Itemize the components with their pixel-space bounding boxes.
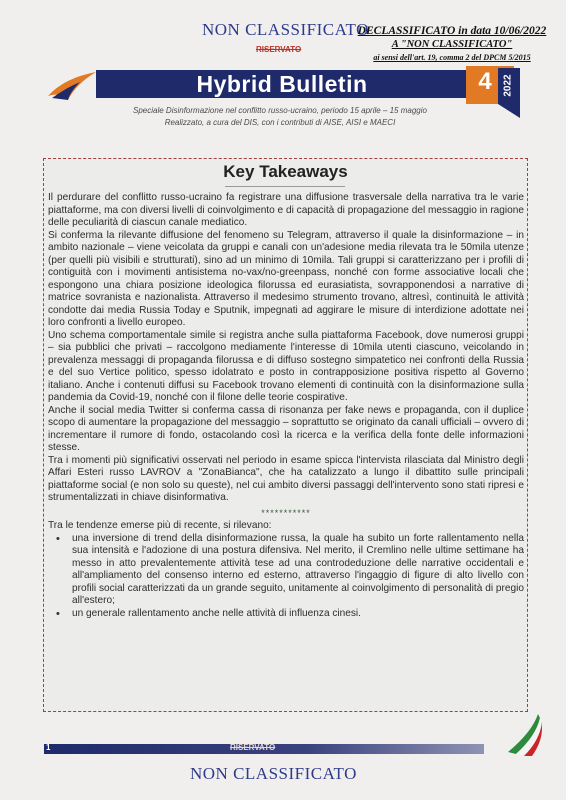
trends-intro: Tra le tendenze emerse più di recente, si rilevano: <box>48 520 272 531</box>
separator: *********** <box>261 507 311 518</box>
list-item: • un generale rallentamento anche nelle attività di influenza cinesi. <box>66 608 524 621</box>
flag-ribbon-icon <box>502 712 542 756</box>
bulletin-title: Hybrid Bulletin <box>196 71 368 97</box>
subtitle-line-2: Realizzato, a cura del DIS, con i contributi di AISE, AISI e MAECI <box>164 118 396 127</box>
declass-line-2: A "NON CLASSIFICATO" <box>391 39 513 50</box>
subtitle-line-1: Speciale Disinformazione nel conflitto russo-ucraino, periodo 15 aprile – 15 maggio <box>133 106 427 115</box>
swoosh-logo-icon <box>46 70 98 104</box>
riservato-mark-bottom: RISERVATO <box>230 743 276 752</box>
page-number: 1 <box>46 743 51 752</box>
paragraph-5: Tra i momenti più significativi osservati nel periodo in esame spicca l'intervista rilasciata dal Ministro degli Affari Esteri russo LAVROV a "ZonaBianca", che ha catalizzato a lungo il dibattito sulle principali piattaforme social (e non solo su queste), nel cui ambito diversi passaggi dell'intervento sono stati ripresi e strumentalizzati in chiave disinformativa. <box>48 454 524 503</box>
trends-list <box>48 533 524 621</box>
declassification-stamp <box>352 25 552 64</box>
declass-line-3: ai sensi dell'art. 19, comma 2 del DPCM 5/2015 <box>373 53 531 62</box>
paragraph-4: Anche il social media Twitter si conferma cassa di risonanza per fake news e propaganda, con il duplice scopo di aumentare la propagazione del messaggio – soprattutto se originato da canali ufficiali – ovvero di incrementare il rumore di fondo, ostacolando così la ricerca e la verifica della fonte delle informazioni stesse. <box>48 404 524 453</box>
issue-year: 2022 <box>502 74 514 97</box>
issue-number: 4 <box>478 68 492 95</box>
subtitle <box>120 105 440 129</box>
key-takeaways-title: Key Takeaways <box>223 162 348 181</box>
key-takeaways-body <box>48 192 524 620</box>
classification-stamp-bottom: NON CLASSIFICATO <box>190 764 357 783</box>
paragraph-3: Uno schema comportamentale simile si registra anche sulla piattaforma Facebook, dove numerosi gruppi – sia pubblici che privati – raccolgono mediamente l'interesse di 10mila utenti ciascuno, veicolando in prevalenza messaggi di propaganda filorussa e di diffuso sostegno simpatetico nei confronti della Russia e del suo Vertice politico, spesso idolatrato e posto in contrapposizione positiva rispetto al Governo italiano. Anche i contenuti diffusi su Facebook trovano elementi di continuità con la disinformazione sulla pandemia da Covid-19, nonché con il filone delle teorie cospirative. <box>48 329 524 403</box>
riservato-mark-top: RISERVATO <box>256 45 302 54</box>
paragraph-2: Si conferma la rilevante diffusione del fenomeno su Telegram, attraverso il quale la disinformazione – in ambito nazionale – viene veicolata da gruppi e canali con un'adesione media rilevata tra le 50mila utenze (per quelli più visibili e strutturati), sino ad un minimo di 10mila. Tali gruppi si caratterizzano per i profili di contiguità con i movimenti antisistema no-vax/no-greenpass, nonché con forme associative locali che espongono una chiara posizione ideologica filorussa ed eurasiatista, sovrapponendosi a narrative di matrice sovranista e nazionalista. Attraverso il medesimo strumento trovano, altresì, continuità le attività condotte dai media Russia Today e Sputnik, impegnati ad aggirare le misure di interdizione adottate nei loro confronti a livello europeo. <box>48 229 524 328</box>
declass-line-1: DECLASSIFICATO in data 10/06/2022 <box>357 25 547 37</box>
list-item: • una inversione di trend della disinformazione russa, la quale ha subito un forte rallentamento nella sua intensità e l'adozione di una postura difensiva. Nel merito, il Cremlino nelle ultime settimane ha messo in atto prevalentemente attività tese ad una controdeduzione delle narrative occidentali e all'ampliamento del consenso interno ed esterno, attraverso l'ingaggio di figure di alto livello con profili social caratterizzati da un grande seguito, unitamente al coinvolgimento di personalità di pregio all'estero; <box>66 533 524 608</box>
classification-stamp-top: NON CLASSIFICATO <box>202 20 369 39</box>
title-underline <box>225 186 345 187</box>
paragraph-1: Il perdurare del conflitto russo-ucraino fa registrare una diffusione trasversale della narrativa tra le varie piattaforme, ma con diversi livelli di coinvolgimento e di capacità di propagazione del messaggio in ragione delle peculiarità di ciascun canale mediatico. <box>48 192 524 228</box>
